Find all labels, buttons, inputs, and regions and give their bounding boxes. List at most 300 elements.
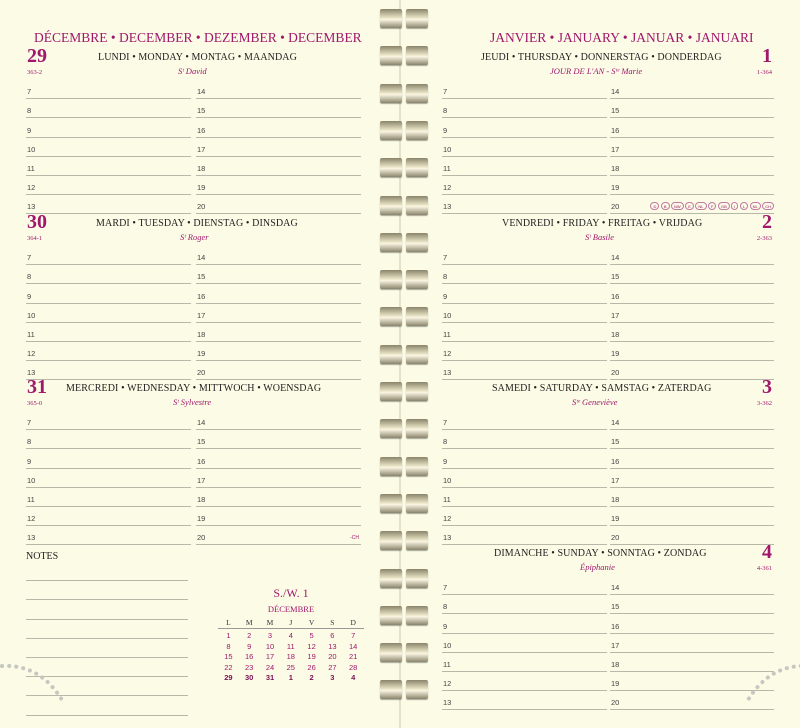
notes-title: NOTES	[26, 551, 59, 562]
hour-label: 17	[197, 475, 206, 485]
hour-label: 16	[197, 125, 206, 135]
hour-row[interactable]	[610, 265, 774, 284]
hour-row[interactable]	[442, 411, 607, 430]
hour-row[interactable]	[196, 411, 361, 430]
hour-label: 8	[27, 437, 32, 447]
day-name: MERCREDI • WEDNESDAY • MITTWOCH • WOENSDAG	[66, 383, 322, 394]
hour-row[interactable]	[442, 265, 607, 284]
hour-row[interactable]	[442, 323, 607, 342]
hour-label: 18	[197, 163, 206, 173]
spiral-ring-icon	[406, 419, 428, 438]
hour-row[interactable]	[442, 342, 607, 361]
spiral-ring-icon	[406, 233, 428, 252]
hour-row[interactable]	[26, 449, 191, 468]
hour-row[interactable]	[610, 323, 774, 342]
hour-label: 14	[197, 418, 206, 428]
spiral-ring-icon	[380, 307, 402, 326]
hour-label: 10	[443, 640, 452, 650]
hour-row[interactable]	[442, 595, 607, 614]
hour-label: 11	[443, 163, 451, 173]
spiral-ring-icon	[380, 84, 402, 103]
hour-label: 8	[27, 272, 32, 282]
hour-row[interactable]	[610, 488, 774, 507]
hour-label: 9	[443, 621, 448, 631]
hour-label: 17	[611, 640, 620, 650]
hour-label: 12	[443, 679, 452, 689]
hour-label: 8	[27, 106, 32, 116]
hour-row[interactable]	[196, 507, 361, 526]
hour-row[interactable]	[26, 80, 191, 99]
spiral-ring-icon	[380, 158, 402, 177]
spiral-ring-icon	[406, 569, 428, 588]
hour-label: 19	[197, 514, 206, 524]
hour-row[interactable]	[610, 342, 774, 361]
mini-calendar-day[interactable]: 14	[349, 641, 358, 651]
hour-label: 15	[611, 437, 620, 447]
hour-row[interactable]	[26, 411, 191, 430]
saint-name: Sᵗᵉ Geneviève	[572, 397, 618, 407]
hour-row[interactable]	[196, 99, 361, 118]
holiday-code-badge: L	[740, 202, 748, 211]
mini-calendar-day[interactable]: 2	[309, 673, 314, 683]
day-number: 30	[27, 211, 47, 233]
hour-label: 19	[611, 679, 620, 689]
holiday-code-badge: CH	[762, 202, 774, 211]
mini-calendar-week	[218, 673, 364, 683]
hour-label: 15	[197, 437, 206, 447]
hour-label: 13	[443, 368, 452, 378]
hour-label: 10	[27, 144, 36, 154]
hour-row[interactable]	[442, 634, 607, 653]
hour-label: 11	[27, 329, 35, 339]
hour-row[interactable]	[610, 634, 774, 653]
mini-calendar-day[interactable]: 18	[286, 652, 295, 662]
hour-row[interactable]	[196, 118, 361, 137]
hour-row[interactable]	[442, 449, 607, 468]
mini-calendar-day[interactable]: 7	[351, 631, 356, 641]
afternoon-hours	[196, 80, 361, 214]
hour-row[interactable]	[26, 469, 191, 488]
hour-row[interactable]	[196, 138, 361, 157]
spiral-ring-icon	[380, 419, 402, 438]
hour-label: 14	[611, 87, 620, 97]
mini-calendar-day[interactable]: 11	[286, 641, 295, 651]
spiral-ring-icon	[406, 345, 428, 364]
hour-row[interactable]	[610, 304, 774, 323]
notes-line[interactable]	[26, 639, 188, 658]
morning-hours	[442, 576, 607, 710]
holiday-code-badge: E	[685, 202, 694, 211]
spiral-ring-icon	[380, 382, 402, 401]
hour-row[interactable]	[26, 430, 191, 449]
hour-label: 7	[27, 418, 32, 428]
afternoon-hours	[610, 246, 774, 380]
spiral-ring-icon	[380, 270, 402, 289]
morning-hours	[26, 246, 191, 380]
hour-label: 10	[443, 310, 452, 320]
day-block	[0, 46, 368, 212]
hour-row[interactable]	[196, 304, 361, 323]
hour-label: 10	[443, 144, 452, 154]
spiral-ring-icon	[406, 307, 428, 326]
hour-row[interactable]	[26, 176, 191, 195]
day-name: VENDREDI • FRIDAY • FREITAG • VRIJDAG	[502, 218, 703, 229]
weekday-header: L	[226, 618, 231, 627]
hour-row[interactable]	[26, 246, 191, 265]
hour-label: 15	[197, 272, 206, 282]
hour-row[interactable]	[196, 323, 361, 342]
mini-calendar-day[interactable]: 26	[307, 662, 316, 672]
week-label: S./W. 1	[273, 586, 309, 600]
mini-calendar-day[interactable]: 6	[330, 631, 335, 641]
mini-calendar-day[interactable]: 20	[328, 652, 337, 662]
weekday-header: V	[308, 618, 315, 627]
hour-label: 14	[197, 87, 206, 97]
hour-label: 16	[611, 456, 620, 466]
hour-row[interactable]	[610, 614, 774, 633]
hour-row[interactable]	[442, 157, 607, 176]
hour-row[interactable]	[26, 118, 191, 137]
hour-label: 17	[197, 310, 206, 320]
day-of-year-count: 363-2	[27, 69, 43, 76]
spiral-ring-icon	[380, 494, 402, 513]
mini-calendar-day[interactable]: 17	[265, 652, 275, 662]
hour-label: 9	[27, 291, 32, 301]
dotted-arc-icon	[0, 660, 80, 728]
hour-row[interactable]	[26, 342, 191, 361]
hour-label: 20	[197, 533, 206, 543]
day-number: 4	[762, 541, 772, 563]
mini-calendar-day[interactable]: 4	[351, 673, 356, 683]
mini-calendar-day[interactable]: 4	[288, 631, 293, 641]
hour-row[interactable]	[442, 80, 607, 99]
mini-calendar-day[interactable]: 28	[349, 662, 358, 672]
mini-calendar-day[interactable]: 29	[224, 673, 233, 683]
hour-label: 17	[611, 310, 620, 320]
spiral-ring-icon	[406, 270, 428, 289]
left-page	[0, 0, 368, 728]
day-block	[0, 377, 368, 543]
mini-calendar-day[interactable]: 13	[328, 641, 337, 651]
hour-row[interactable]	[196, 488, 361, 507]
day-name: SAMEDI • SATURDAY • SAMSTAG • ZATERDAG	[492, 383, 712, 394]
hour-label: 15	[611, 106, 620, 116]
hour-row[interactable]	[196, 265, 361, 284]
hour-row[interactable]	[26, 265, 191, 284]
day-of-year-count: 3-362	[756, 400, 772, 407]
notes-line[interactable]	[26, 581, 188, 600]
spiral-ring-icon	[406, 46, 428, 65]
hour-label: 18	[611, 494, 620, 504]
mini-calendar-week	[218, 652, 364, 662]
hour-row[interactable]	[26, 507, 191, 526]
hour-row[interactable]	[196, 430, 361, 449]
hour-row[interactable]	[196, 449, 361, 468]
hour-row[interactable]	[26, 138, 191, 157]
hour-label: 20	[611, 698, 620, 708]
mini-calendar-day[interactable]: 10	[265, 641, 275, 651]
spiral-ring-icon	[380, 569, 402, 588]
mini-calendar-day[interactable]: 5	[309, 631, 314, 641]
day-of-year-count: 364-1	[27, 235, 43, 242]
month-header-january: JANVIER • JANUARY • JANUAR • JANUARI	[490, 30, 754, 45]
hour-label: 14	[611, 253, 620, 263]
notes-line[interactable]	[26, 600, 188, 619]
mini-calendar-day[interactable]: 31	[265, 673, 275, 683]
spiral-ring-icon	[380, 196, 402, 215]
mini-calendar-week	[218, 631, 364, 641]
month-header-december: DÉCEMBRE • DECEMBER • DEZEMBER • DECEMBER	[34, 30, 362, 45]
hour-row[interactable]	[196, 284, 361, 303]
saint-name: Sᵗ David	[178, 66, 207, 76]
saint-name: Épiphanie	[580, 562, 615, 572]
hour-row[interactable]	[442, 176, 607, 195]
hour-label: 18	[611, 163, 620, 173]
hour-row[interactable]	[442, 138, 607, 157]
mini-calendar-day[interactable]: 2	[247, 631, 252, 641]
notes-line[interactable]	[26, 562, 188, 581]
hour-label: 18	[611, 329, 620, 339]
spiral-ring-icon	[406, 196, 428, 215]
holiday-code-badge: I	[731, 202, 738, 211]
weekday-header: M	[266, 618, 274, 627]
spiral-ring-icon	[406, 494, 428, 513]
mini-calendar-weekdays	[218, 618, 364, 629]
mini-calendar-day[interactable]: 3	[267, 631, 273, 641]
hour-row[interactable]	[610, 99, 774, 118]
hour-row[interactable]	[442, 246, 607, 265]
hour-label: 17	[611, 144, 620, 154]
hour-row[interactable]	[610, 157, 774, 176]
mini-calendar-day[interactable]: 16	[245, 652, 254, 662]
hour-label: 8	[443, 106, 448, 116]
hour-label: 7	[443, 87, 448, 97]
hour-label: 11	[27, 494, 35, 504]
day-number: 29	[27, 45, 47, 67]
mini-calendar-grid	[218, 618, 364, 683]
mini-calendar-day[interactable]: 12	[307, 641, 316, 651]
hour-row[interactable]	[26, 304, 191, 323]
day-of-year-count: 2-363	[756, 235, 772, 242]
mini-calendar-day[interactable]: 9	[247, 641, 252, 651]
hour-row[interactable]	[196, 469, 361, 488]
hour-row[interactable]	[610, 507, 774, 526]
mini-calendar-day[interactable]: 15	[224, 652, 233, 662]
hour-label: 13	[443, 202, 452, 212]
hour-label: 20	[611, 202, 620, 212]
hour-label: 15	[611, 272, 620, 282]
hour-row[interactable]	[26, 488, 191, 507]
hour-row[interactable]	[610, 138, 774, 157]
hour-row[interactable]	[26, 157, 191, 176]
mini-calendar-week	[218, 663, 364, 673]
hour-row[interactable]	[610, 449, 774, 468]
mini-calendar-day[interactable]: 30	[245, 673, 254, 683]
spiral-ring-icon	[380, 121, 402, 140]
hour-label: 14	[197, 253, 206, 263]
notes-line[interactable]	[26, 620, 188, 639]
hour-row[interactable]	[442, 576, 607, 595]
hour-row[interactable]	[26, 323, 191, 342]
hour-label: 12	[27, 183, 36, 193]
saint-name: Sᵗ Basile	[585, 232, 615, 242]
hour-label: 16	[611, 125, 620, 135]
hour-row[interactable]	[442, 469, 607, 488]
mini-calendar-day[interactable]: 25	[286, 662, 295, 672]
day-block	[432, 46, 800, 212]
spiral-ring-icon	[406, 457, 428, 476]
weekday-header: M	[245, 618, 253, 627]
hour-row[interactable]	[610, 246, 774, 265]
hour-label: 7	[443, 583, 448, 593]
hour-label: 16	[197, 456, 206, 466]
hour-row[interactable]	[442, 488, 607, 507]
hour-label: 7	[443, 418, 448, 428]
hour-label: 7	[443, 253, 448, 263]
day-block	[432, 212, 800, 378]
day-number: 31	[27, 376, 47, 398]
hour-row[interactable]	[610, 118, 774, 137]
hour-label: 8	[443, 272, 448, 282]
spiral-ring-icon	[406, 9, 428, 28]
hour-row[interactable]	[442, 304, 607, 323]
hour-row[interactable]	[442, 99, 607, 118]
hour-label: 20	[197, 202, 206, 212]
hour-label: 17	[197, 144, 206, 154]
mini-calendar-day[interactable]: 1	[226, 631, 231, 641]
hour-row[interactable]	[610, 430, 774, 449]
hour-label: 8	[443, 602, 448, 612]
spiral-ring-icon	[380, 345, 402, 364]
spiral-ring-icon	[406, 531, 428, 550]
mini-calendar-day[interactable]: 1	[288, 673, 293, 683]
mini-calendar-day[interactable]: 19	[307, 652, 316, 662]
hour-row[interactable]	[610, 80, 774, 99]
hour-label: 11	[27, 163, 35, 173]
hour-row[interactable]	[442, 430, 607, 449]
hour-label: 13	[27, 368, 36, 378]
spiral-ring-icon	[406, 606, 428, 625]
hour-row[interactable]	[610, 284, 774, 303]
hour-row[interactable]	[196, 246, 361, 265]
spiral-ring-icon	[380, 46, 402, 65]
spiral-ring-icon	[406, 158, 428, 177]
hour-label: 20	[611, 533, 620, 543]
hour-label: 11	[443, 659, 451, 669]
mini-calendar-day[interactable]: 8	[226, 641, 231, 651]
hour-row[interactable]	[442, 284, 607, 303]
day-of-year-count: 4-361	[756, 565, 772, 572]
hour-label: 18	[611, 659, 620, 669]
weekday-header: D	[350, 618, 356, 627]
hour-label: 18	[197, 329, 206, 339]
spiral-ring-icon	[380, 457, 402, 476]
hour-label: 12	[443, 183, 452, 193]
afternoon-hours	[610, 80, 774, 214]
mini-calendar	[218, 586, 364, 683]
hour-row[interactable]	[610, 595, 774, 614]
hour-label: 7	[27, 253, 32, 263]
hour-row[interactable]	[442, 614, 607, 633]
hour-label: 9	[27, 125, 32, 135]
day-of-year-count: 1-364	[756, 69, 772, 76]
mini-calendar-day[interactable]: 24	[265, 662, 275, 672]
hour-row[interactable]	[26, 284, 191, 303]
hour-label: 13	[443, 698, 452, 708]
morning-hours	[442, 246, 607, 380]
hour-row[interactable]	[196, 157, 361, 176]
spiral-ring-icon	[380, 680, 402, 699]
spiral-ring-icon	[406, 382, 428, 401]
hour-row[interactable]	[26, 99, 191, 118]
hour-label: 20	[197, 368, 206, 378]
hour-row[interactable]	[196, 342, 361, 361]
hour-row[interactable]	[442, 672, 607, 691]
hour-row[interactable]	[196, 526, 361, 545]
hour-label: 12	[443, 514, 452, 524]
morning-hours	[442, 411, 607, 545]
mini-calendar-month: DÉCEMBRE	[267, 604, 315, 614]
hour-label: 9	[443, 456, 448, 466]
hour-label: 12	[443, 349, 452, 359]
hour-label: 15	[611, 602, 620, 612]
hour-label: 10	[443, 475, 452, 485]
hour-label: 10	[27, 310, 36, 320]
mini-calendar-day[interactable]: 22	[224, 662, 233, 672]
hour-label: 19	[611, 514, 620, 524]
hour-row[interactable]	[610, 576, 774, 595]
hour-row[interactable]	[442, 507, 607, 526]
day-name: LUNDI • MONDAY • MONTAG • MAANDAG	[98, 52, 297, 63]
hour-row[interactable]	[610, 469, 774, 488]
mini-calendar-day[interactable]: 21	[349, 652, 358, 662]
holiday-country-codes	[650, 202, 774, 211]
hour-label: 13	[443, 533, 452, 543]
hour-row[interactable]	[196, 176, 361, 195]
spiral-ring-icon	[380, 531, 402, 550]
hour-row[interactable]	[610, 411, 774, 430]
hour-row[interactable]	[610, 176, 774, 195]
morning-hours	[442, 80, 607, 214]
mini-calendar-week	[218, 642, 364, 652]
day-block	[432, 377, 800, 543]
hour-label: 11	[443, 494, 451, 504]
hour-row[interactable]	[442, 653, 607, 672]
hour-row[interactable]	[26, 526, 191, 545]
mini-calendar-day[interactable]: 3	[330, 673, 335, 683]
day-number: 3	[762, 376, 772, 398]
holiday-code-badge: NW	[671, 202, 684, 211]
hour-label: 19	[611, 183, 620, 193]
day-block	[0, 212, 368, 378]
weekday-header: J	[289, 618, 293, 627]
hour-label: 15	[197, 106, 206, 116]
spiral-ring-icon	[380, 643, 402, 662]
dotted-arc-icon	[730, 660, 800, 728]
holiday-code-badge: D	[650, 202, 659, 211]
hour-row[interactable]	[442, 691, 607, 710]
hour-row[interactable]	[196, 80, 361, 99]
holiday-code-badge: F	[708, 202, 716, 211]
hour-label: 7	[27, 87, 32, 97]
right-page	[432, 0, 800, 728]
morning-hours	[26, 411, 191, 545]
spiral-ring-icon	[380, 233, 402, 252]
mini-calendar-day[interactable]: 27	[328, 662, 337, 672]
hour-label: 9	[443, 125, 448, 135]
mini-calendar-day[interactable]: 23	[245, 662, 254, 672]
hour-row[interactable]	[442, 118, 607, 137]
